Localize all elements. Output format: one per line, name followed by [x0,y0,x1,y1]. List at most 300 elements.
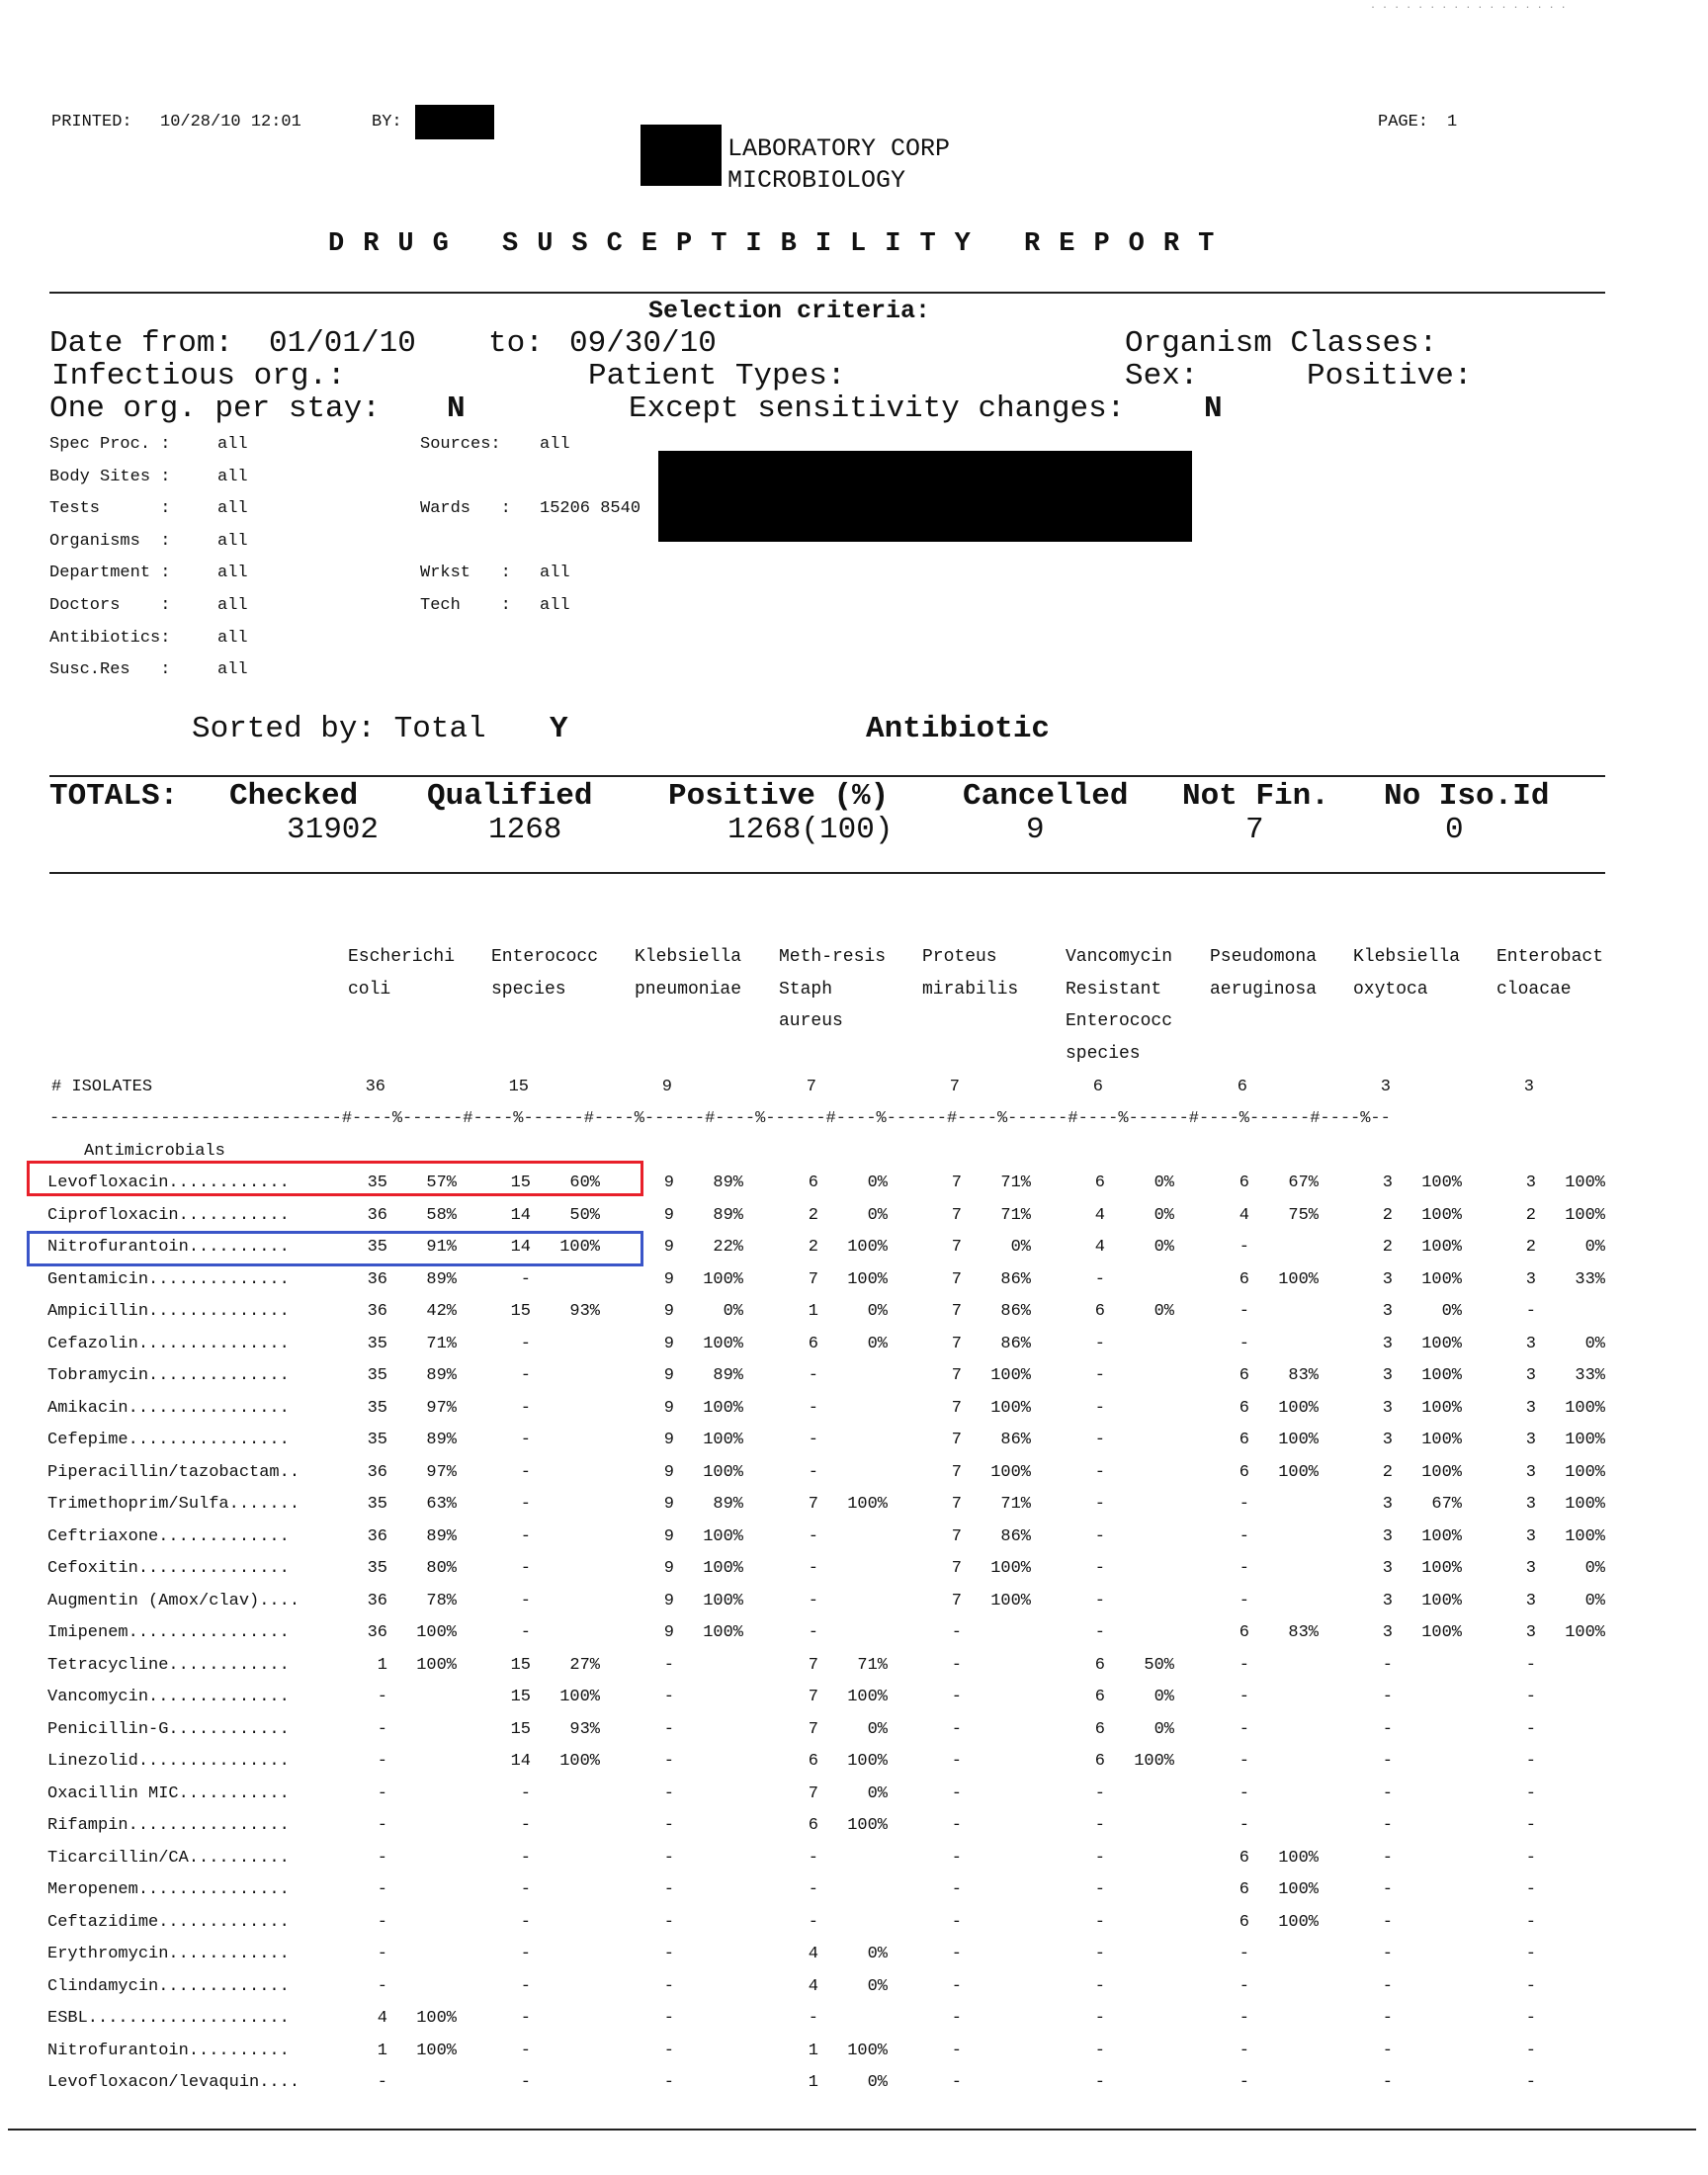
date-to-value: 09/30/10 [569,326,717,361]
susceptible-pct: 100% [1278,1912,1319,1932]
susceptible-pct: 100% [1421,1431,1462,1449]
susceptible-pct: 0% [1153,1302,1174,1321]
isolate-n: - [377,1976,387,1996]
isolate-n: - [1382,1848,1393,1868]
isolate-count: 7 [806,1078,816,1096]
susceptible-pct: 100% [990,1591,1031,1610]
criteria-heading: Selection criteria: [648,297,931,325]
isolate-n: - [1238,1976,1249,1996]
susceptible-pct: 0% [867,1174,888,1192]
susceptible-pct: 71% [1000,1174,1031,1192]
isolate-n: 7 [808,1784,818,1803]
isolate-n: - [808,1912,818,1932]
susceptible-pct: 71% [1000,1205,1031,1225]
red-highlight-box [27,1161,643,1196]
positive-label: Positive: [1307,359,1473,393]
susceptible-pct: 83% [1288,1366,1319,1385]
isolate-n: - [520,1945,531,1963]
isolate-n: - [1238,2009,1249,2028]
page-label: PAGE: [1378,113,1429,131]
isolate-n: 9 [663,1302,674,1321]
antimicrobial-name: Ticarcillin/CA.......... [47,1848,290,1868]
isolate-n: - [1525,1945,1536,1963]
isolate-n: - [663,2041,674,2060]
susceptible-pct: 91% [426,1238,457,1257]
susceptible-pct: 100% [1565,1495,1605,1514]
organism-header-line: mirabilis [922,979,1019,1000]
antimicrobial-name: Imipenem................ [47,1623,290,1642]
isolate-n: 9 [663,1623,674,1642]
isolate-n: - [663,1880,674,1899]
isolate-n: - [1094,1334,1105,1353]
antimicrobial-name: Linezolid............... [47,1752,290,1771]
isolate-n: - [377,1912,387,1932]
isolate-count: 6 [1092,1078,1103,1096]
isolate-n: - [663,1752,674,1771]
isolate-n: 2 [1525,1205,1536,1225]
isolate-n: 15 [510,1719,531,1739]
susceptible-pct: 0% [867,1302,888,1321]
antimicrobial-name: Ampicillin.............. [47,1302,290,1321]
susceptible-pct: 78% [426,1591,457,1610]
isolate-n: 3 [1382,1559,1393,1578]
isolate-n: - [1525,1976,1536,1996]
susceptible-pct: 100% [847,1816,888,1835]
isolate-n: 6 [1238,1848,1249,1868]
isolate-n: 36 [367,1302,387,1321]
isolate-n: - [520,1784,531,1803]
isolate-n: - [1525,2041,1536,2060]
isolate-n: 9 [663,1495,674,1514]
isolate-n: 3 [1525,1174,1536,1192]
isolate-n: - [1525,2009,1536,2028]
isolate-count: 6 [1237,1078,1247,1096]
isolate-n: - [1238,1752,1249,1771]
isolate-n: - [808,1462,818,1482]
isolate-n: - [1238,1238,1249,1257]
criteria-field-label: Antibiotics: [49,628,171,648]
isolate-n: - [520,2073,531,2092]
isolate-n: 6 [1094,1719,1105,1739]
antimicrobial-name: Meropenem............... [47,1880,290,1899]
susceptible-pct: 100% [1421,1591,1462,1610]
criteria-field-label: Organisms : [49,531,171,551]
susceptible-pct: 100% [990,1462,1031,1482]
isolate-n: 9 [663,1398,674,1418]
isolate-n: 3 [1525,1269,1536,1289]
isolate-n: 9 [663,1205,674,1225]
susceptible-pct: 0% [1584,1238,1605,1257]
antimicrobial-name: Piperacillin/tazobactam.. [47,1462,300,1482]
one-org-value: N [447,392,466,426]
isolate-n: - [1094,1462,1105,1482]
susceptible-pct: 97% [426,1462,457,1482]
isolate-n: 1 [808,2041,818,2060]
isolate-n: - [1382,1912,1393,1932]
isolate-n: 3 [1525,1334,1536,1353]
isolate-n: 9 [663,1559,674,1578]
criteria-field-value: all [217,628,248,648]
isolate-n: - [808,1880,818,1899]
susceptible-pct: 100% [703,1623,743,1642]
isolate-n: - [377,1880,387,1899]
susceptible-pct: 100% [1421,1269,1462,1289]
isolate-n: - [520,1880,531,1899]
isolate-n: - [1525,1655,1536,1675]
criteria-field-value: all [217,660,248,680]
antimicrobial-name: Cefoxitin............... [47,1559,290,1578]
isolate-n: 3 [1382,1174,1393,1192]
susceptible-pct: 100% [847,1752,888,1771]
isolate-n: 4 [1094,1238,1105,1257]
isolate-n: - [1094,1431,1105,1449]
isolate-n: 7 [951,1462,962,1482]
susceptible-pct: 0% [867,1784,888,1803]
isolate-n: 2 [1525,1238,1536,1257]
isolate-n: 35 [367,1238,387,1257]
isolate-n: 15 [510,1655,531,1675]
isolate-n: 1 [377,1655,387,1675]
isolate-n: - [1382,1784,1393,1803]
isolate-n: 35 [367,1559,387,1578]
isolate-n: - [377,1752,387,1771]
isolate-n: 7 [808,1495,818,1514]
isolate-n: 7 [951,1174,962,1192]
isolate-n: 3 [1382,1495,1393,1514]
isolate-n: 6 [1094,1655,1105,1675]
susceptible-pct: 0% [1010,1238,1031,1257]
susceptible-pct: 100% [1565,1205,1605,1225]
susceptible-pct: 100% [559,1238,600,1257]
isolate-n: - [1382,2073,1393,2092]
isolate-n: - [520,1623,531,1642]
isolate-n: - [951,2041,962,2060]
isolate-n: - [663,2073,674,2092]
isolate-n: - [1238,1495,1249,1514]
susceptible-pct: 100% [1565,1431,1605,1449]
isolate-n: - [520,1591,531,1610]
isolate-n: - [1094,1880,1105,1899]
page-value: 1 [1447,113,1458,131]
isolate-n: - [951,1719,962,1739]
isolate-n: - [1094,1945,1105,1963]
isolate-n: 6 [1238,1398,1249,1418]
organism-header-line: species [491,979,566,1000]
susceptible-pct: 0% [1153,1238,1174,1257]
isolate-n: - [663,1719,674,1739]
isolate-count: 15 [508,1078,529,1096]
susceptible-pct: 100% [1278,1462,1319,1482]
organism-classes-label: Organism Classes: [1125,326,1438,361]
isolate-n: 7 [808,1719,818,1739]
susceptible-pct: 100% [1421,1205,1462,1225]
susceptible-pct: 89% [426,1269,457,1289]
tech-value: all [540,596,570,615]
isolate-n: 2 [1382,1462,1393,1482]
susceptible-pct: 86% [1000,1302,1031,1321]
isolate-n: 7 [951,1238,962,1257]
susceptible-pct: 100% [990,1559,1031,1578]
wrkst-label: Wrkst : [420,564,511,582]
isolate-n: 7 [951,1269,962,1289]
divider-totals-top [49,775,1605,777]
susceptible-pct: 100% [703,1334,743,1353]
isolate-n: 6 [1238,1623,1249,1642]
divider-totals-bottom [49,872,1605,874]
organism-header-line: pneumoniae [635,979,742,1000]
isolate-n: 35 [367,1174,387,1192]
totals-col-label: Positive (%) [668,779,890,814]
redacted-user [415,105,494,139]
susceptible-pct: 86% [1000,1526,1031,1546]
isolate-n: 36 [367,1269,387,1289]
isolate-n: - [1094,1848,1105,1868]
isolate-n: - [1525,1816,1536,1835]
susceptible-pct: 86% [1000,1431,1031,1449]
isolate-n: 1 [377,2041,387,2060]
sorted-by-label: Sorted by: Total [192,712,486,746]
criteria-field-label: Tests : [49,499,171,519]
isolate-n: 9 [663,1591,674,1610]
isolate-n: - [808,1559,818,1578]
isolate-n: - [1238,2041,1249,2060]
patient-types-label: Patient Types: [588,359,846,393]
isolate-n: 4 [1238,1205,1249,1225]
isolate-n: - [520,1495,531,1514]
isolate-n: 7 [951,1205,962,1225]
isolate-n: - [951,1848,962,1868]
susceptible-pct: 86% [1000,1269,1031,1289]
antimicrobial-name: Nitrofurantoin.......... [47,1238,290,1257]
isolate-n: - [808,1398,818,1418]
isolate-n: 7 [951,1334,962,1353]
susceptible-pct: 75% [1288,1205,1319,1225]
susceptible-pct: 100% [1421,1366,1462,1385]
isolate-n: 3 [1382,1526,1393,1546]
isolate-n: - [520,1912,531,1932]
isolate-n: 3 [1525,1623,1536,1642]
susceptible-pct: 100% [416,2009,457,2028]
criteria-field-label: Body Sites : [49,467,171,486]
susceptible-pct: 100% [990,1366,1031,1385]
isolate-n: - [808,1591,818,1610]
organism-header-line: aeruginosa [1210,979,1318,1000]
isolate-n: - [1382,2041,1393,2060]
organism-header-line: Resistant [1066,979,1162,1000]
isolate-n: - [1238,1334,1249,1353]
isolate-n: - [1238,1945,1249,1963]
susceptible-pct: 100% [847,2041,888,2060]
susceptible-pct: 100% [1565,1174,1605,1192]
sources-label: Sources: [420,435,501,454]
isolate-n: - [951,1976,962,1996]
isolate-n: 6 [808,1174,818,1192]
susceptible-pct: 100% [1421,1623,1462,1642]
isolate-n: 6 [1094,1302,1105,1321]
isolate-count: 3 [1523,1078,1534,1096]
isolate-n: 9 [663,1174,674,1192]
susceptible-pct: 0% [1584,1559,1605,1578]
report-title: DRUG SUSCEPTIBILITY REPORT [328,229,1234,259]
totals-col-label: Not Fin. [1182,779,1329,814]
totals-label: TOTALS: [49,779,179,814]
susceptible-pct: 89% [426,1526,457,1546]
isolate-n: 6 [1238,1269,1249,1289]
date-from-value: 01/01/10 [269,326,416,361]
isolate-n: 2 [808,1205,818,1225]
isolate-n: - [1382,2009,1393,2028]
isolate-n: 7 [951,1495,962,1514]
isolate-count: 7 [949,1078,960,1096]
isolate-n: - [1382,1880,1393,1899]
isolate-n: 6 [808,1334,818,1353]
isolate-n: 2 [808,1238,818,1257]
org-line2: MICROBIOLOGY [727,166,906,195]
isolate-n: - [951,1912,962,1932]
divider-bottom [8,2129,1696,2131]
criteria-field-label: Susc.Res : [49,660,171,680]
susceptible-pct: 60% [569,1174,600,1192]
isolate-n: - [520,1976,531,1996]
susceptible-pct: 0% [1584,1334,1605,1353]
by-label: BY: [372,113,402,131]
antimicrobial-name: Rifampin................ [47,1816,290,1835]
isolate-n: - [808,1848,818,1868]
isolate-n: - [1525,1880,1536,1899]
organism-header-line: Enterococc [491,947,599,967]
isolate-n: - [1238,2073,1249,2092]
isolate-n: 3 [1525,1559,1536,1578]
susceptible-pct: 100% [559,1688,600,1706]
isolate-n: 3 [1525,1526,1536,1546]
criteria-field-label: Spec Proc. : [49,435,171,454]
wards-value: 15206 8540 [540,499,641,518]
isolate-n: 6 [1238,1174,1249,1192]
isolate-n: 35 [367,1366,387,1385]
isolate-n: - [377,1848,387,1868]
isolate-n: - [1382,1945,1393,1963]
susceptible-pct: 100% [1278,1269,1319,1289]
susceptible-pct: 27% [569,1655,600,1675]
susceptible-pct: 93% [569,1719,600,1739]
isolate-n: 6 [1238,1431,1249,1449]
isolate-n: - [1238,1591,1249,1610]
antimicrobial-name: ESBL.................... [47,2009,290,2028]
isolate-n: - [1382,1752,1393,1771]
isolate-n: 9 [663,1431,674,1449]
isolate-n: - [377,2073,387,2092]
isolate-n: 6 [808,1752,818,1771]
criteria-field-value: all [217,499,248,519]
criteria-field-value: all [217,467,248,486]
isolate-n: 3 [1525,1495,1536,1514]
totals-col-value: 31902 [287,813,380,847]
susceptible-pct: 100% [1421,1526,1462,1546]
wards-label: Wards : [420,499,511,518]
isolate-n: 3 [1382,1334,1393,1353]
isolate-n: - [1094,1591,1105,1610]
org-line1: LABORATORY CORP [727,134,951,163]
isolate-n: 9 [663,1366,674,1385]
isolate-n: 15 [510,1174,531,1192]
susceptible-pct: 100% [416,2041,457,2060]
printed-value: 10/28/10 12:01 [160,113,301,131]
susceptible-pct: 50% [569,1205,600,1225]
isolate-n: - [1094,1269,1105,1289]
totals-col-value: 1268(100) [727,813,894,847]
isolate-n: - [1094,1559,1105,1578]
isolate-count: 36 [365,1078,385,1096]
isolate-n: - [1238,1559,1249,1578]
isolate-n: - [951,1623,962,1642]
isolate-n: 14 [510,1205,531,1225]
isolate-n: - [520,1462,531,1482]
isolate-n: - [520,1526,531,1546]
organism-header-line: Klebsiella [1353,947,1461,967]
susceptible-pct: 100% [703,1269,743,1289]
antimicrobial-name: Nitrofurantoin.......... [47,2041,290,2060]
redacted-wards [658,451,1192,542]
isolate-n: - [1238,1688,1249,1706]
isolate-count: 3 [1380,1078,1391,1096]
antimicrobial-name: Levofloxacon/levaquin.... [47,2073,300,2092]
isolate-n: 6 [808,1816,818,1835]
isolate-n: - [1094,1495,1105,1514]
susceptible-pct: 71% [857,1655,888,1675]
isolate-n: 7 [808,1688,818,1706]
one-org-label: One org. per stay: [49,392,381,426]
isolate-n: - [520,1269,531,1289]
table-divider: -----------------------------#----%------#----%------#----%------#----%------#----%------#----%------#----%------#----%------#----%-- [49,1109,1391,1128]
isolate-n: - [520,1431,531,1449]
isolate-n: 1 [808,1302,818,1321]
antimicrobial-name: Ceftazidime............. [47,1912,290,1932]
susceptible-pct: 100% [1421,1462,1462,1482]
isolate-n: 7 [951,1431,962,1449]
antimicrobial-name: Clindamycin............. [47,1976,290,1996]
isolate-n: 35 [367,1334,387,1353]
susceptible-pct: 0% [1153,1174,1174,1192]
isolate-n: 7 [808,1655,818,1675]
susceptible-pct: 100% [1565,1462,1605,1482]
susceptible-pct: 100% [1565,1526,1605,1546]
susceptible-pct: 100% [1278,1398,1319,1418]
isolate-n: 3 [1382,1398,1393,1418]
antimicrobial-name: Tetracycline............ [47,1655,290,1675]
susceptible-pct: 42% [426,1302,457,1321]
isolate-n: 15 [510,1302,531,1321]
infectious-org-label: Infectious org.: [51,359,346,393]
isolate-n: - [951,1784,962,1803]
isolate-n: - [1382,1719,1393,1739]
isolate-n: - [520,1559,531,1578]
isolate-n: 35 [367,1495,387,1514]
isolate-n: - [520,1366,531,1385]
susceptible-pct: 0% [867,2073,888,2092]
susceptible-pct: 33% [1575,1269,1605,1289]
susceptible-pct: 100% [1421,1238,1462,1257]
isolate-n: - [1525,1848,1536,1868]
isolate-n: 3 [1382,1431,1393,1449]
antimicrobial-name: Gentamicin.............. [47,1269,290,1289]
isolate-n: 7 [808,1269,818,1289]
susceptible-pct: 100% [703,1398,743,1418]
totals-col-label: No Iso.Id [1384,779,1550,814]
susceptible-pct: 100% [1278,1848,1319,1868]
isolate-n: 3 [1525,1398,1536,1418]
isolate-n: - [663,1784,674,1803]
isolate-n: - [520,1848,531,1868]
